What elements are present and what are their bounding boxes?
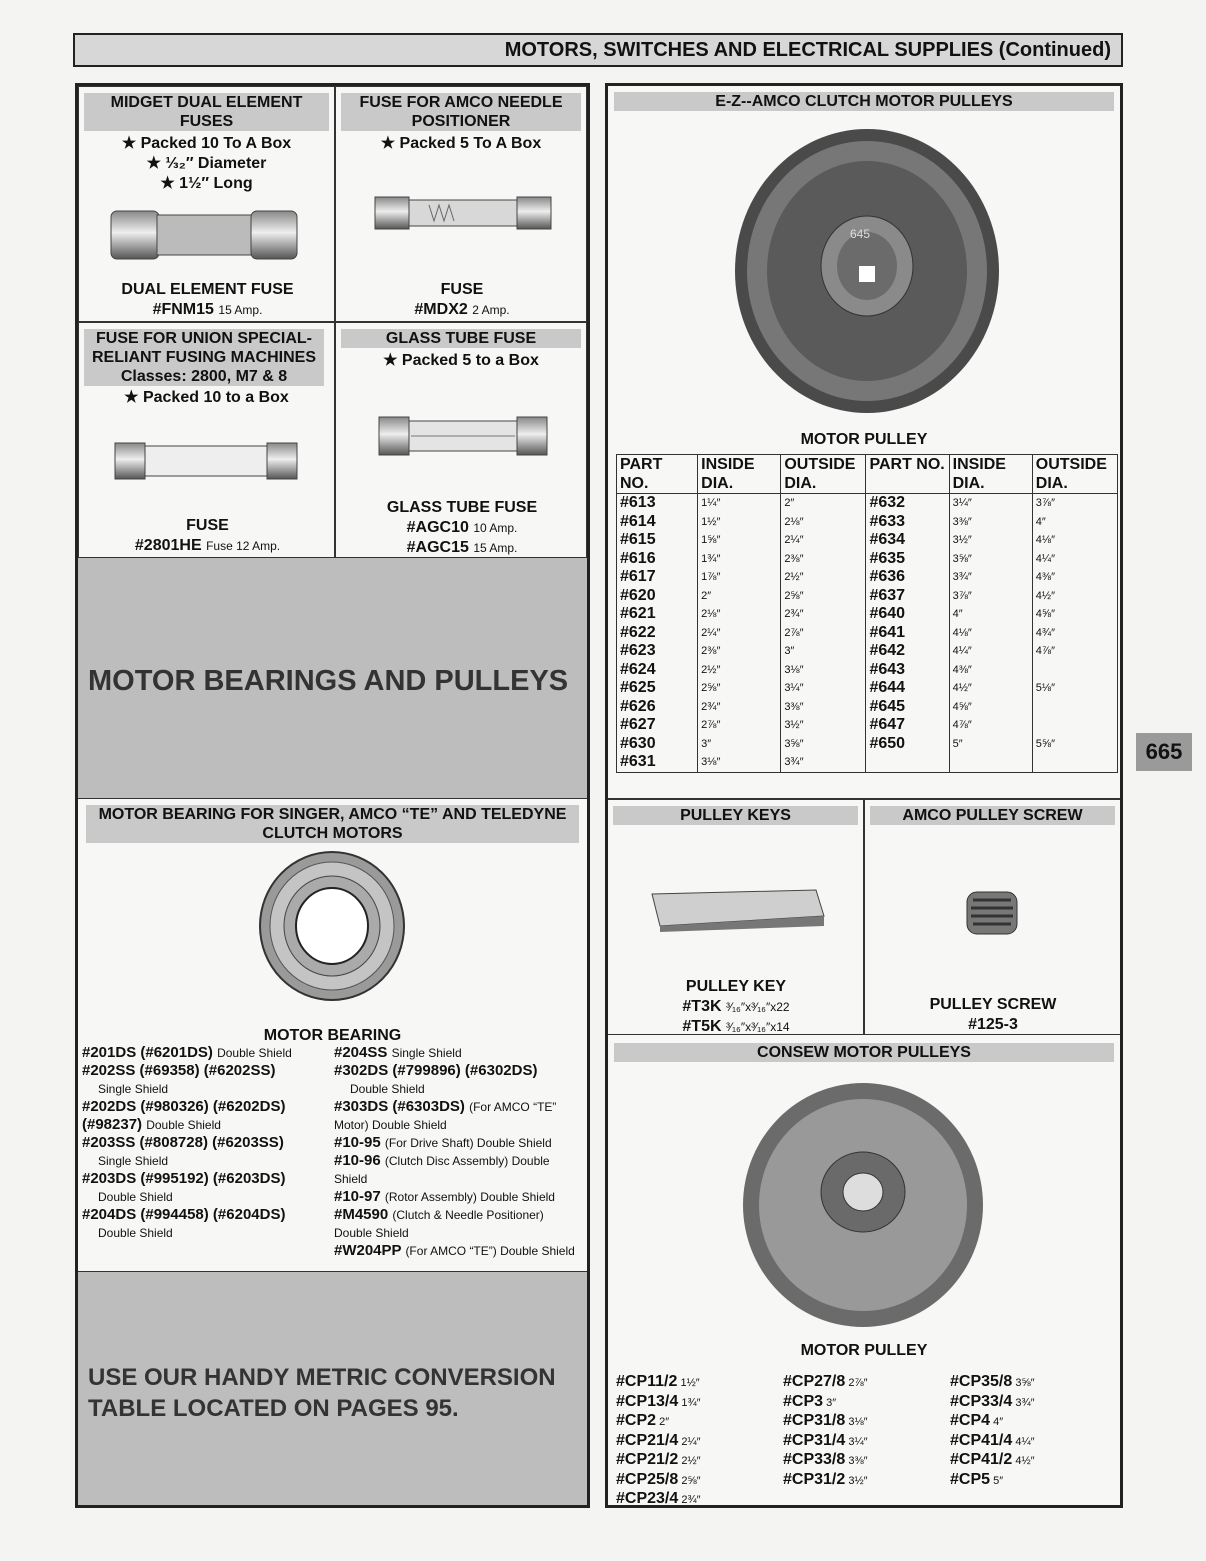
glass-tube-title: GLASS TUBE FUSE: [341, 329, 581, 348]
size: 2½″: [678, 1455, 701, 1467]
outside-dia: 4¼″: [1035, 552, 1055, 565]
title-line: Classes: 2800, M7 & 8: [120, 368, 288, 385]
pulley-screw-image: [961, 888, 1023, 938]
pulley-keys-cell: [608, 799, 864, 1035]
part-number: #302DS (#799896) (#6302DS): [334, 1062, 538, 1079]
list-item: [616, 1490, 701, 1510]
col-header: PART NO.: [866, 455, 949, 494]
caption: PULLEY SCREW: [929, 996, 1057, 1013]
outside-dia: 4⅛″: [1035, 534, 1055, 546]
midget-fuses-bullets: [79, 134, 334, 194]
pulley-keys-title: PULLEY KEYS: [613, 806, 858, 825]
note: Single Shield: [391, 1046, 462, 1060]
amco-screw-caption: [865, 995, 1121, 1035]
col-header: PART NO.: [617, 455, 698, 494]
size: 3⅝″: [1012, 1377, 1035, 1389]
bearing-item: [334, 1188, 584, 1206]
part-number: #645: [869, 697, 906, 715]
note: Double Shield: [98, 1190, 173, 1204]
note: Double Shield: [146, 1118, 221, 1132]
mdx2-fuse-image: [374, 195, 552, 231]
list-item: [950, 1412, 1035, 1432]
part-number: #10-95: [334, 1134, 381, 1151]
rating: 10 Amp.: [473, 521, 518, 535]
part-number: #625: [620, 679, 656, 696]
bearing-item: [82, 1062, 332, 1098]
inside-dia: 4⅝″: [952, 700, 972, 713]
part-number: #624: [620, 660, 656, 678]
part-number: #622: [620, 623, 656, 641]
inside-dia: 3⅞″: [952, 589, 972, 602]
part-number: #CP35/8: [950, 1373, 1013, 1390]
bullet: ★ Packed 5 to a Box: [383, 352, 539, 369]
size: 1¾″: [678, 1396, 701, 1409]
outside-dia: 4⅜″: [1035, 571, 1055, 583]
col-header: OUTSIDE DIA.: [781, 455, 866, 494]
list-item: [783, 1412, 868, 1432]
part-number: #CP5: [950, 1470, 991, 1488]
amco-screw-cell: [864, 799, 1120, 1035]
part-number: #CP21/2: [616, 1451, 679, 1468]
outside-dia: 3⅛″: [784, 663, 804, 676]
outside-dia: [1036, 716, 1114, 735]
inside-dia: 4″: [952, 608, 963, 620]
part-number: #615: [620, 531, 656, 548]
part-number: #T5K: [682, 1018, 722, 1035]
motor-bearing-cell: [78, 798, 587, 1272]
inside-dia: 1¼″: [701, 497, 721, 509]
union-special-bullets: [79, 388, 334, 408]
rating: 15 Amp.: [473, 541, 518, 555]
part-number: #202SS (#69358) (#6202SS): [82, 1062, 276, 1079]
note: (Clutch & Needle Positioner) Double Shield: [334, 1208, 544, 1240]
inside-dia: 2¾″: [701, 700, 721, 713]
note: (For AMCO “TE” Motor) Double Shield: [334, 1100, 557, 1132]
size: 4¼″: [1012, 1435, 1035, 1448]
amco-needle-fuse-cell: [335, 86, 587, 322]
part-number: #2801HE: [134, 537, 202, 554]
inside-dia: 3⅜″: [952, 515, 972, 528]
inside-dia: 3½″: [952, 534, 972, 546]
ez-amco-caption: MOTOR PULLEY: [800, 431, 928, 448]
pulley-keys-caption: [608, 977, 864, 1037]
ez-amco-cell: [608, 86, 1120, 799]
part-number: #631: [620, 753, 656, 770]
bearing-item: [334, 1062, 584, 1098]
consew-pulley-image: [741, 1080, 986, 1330]
outside-col-left: [781, 494, 866, 773]
part-number: #627: [620, 716, 656, 733]
size: 4″: [990, 1416, 1004, 1428]
glass-tube-caption: [336, 498, 588, 558]
part-number: #621: [620, 605, 656, 622]
outside-dia: 2¼″: [784, 534, 804, 546]
list-item: [616, 1451, 701, 1471]
outside-dia: 2″: [784, 497, 795, 509]
title-line: FUSE FOR UNION SPECIAL-: [95, 330, 312, 347]
inside-dia: 5″: [952, 737, 963, 750]
glass-tube-fuse-cell: [335, 322, 587, 558]
part-number: #M4590: [334, 1206, 389, 1223]
part-number: #CP31/8: [783, 1412, 846, 1429]
inside-dia: 2⅛″: [701, 608, 721, 620]
list-item: [950, 1432, 1035, 1452]
list-item: [950, 1373, 1035, 1393]
left-panel: [75, 83, 590, 1508]
rating: 2 Amp.: [472, 303, 510, 317]
outside-dia: [1036, 661, 1114, 680]
glass-tube-bullets: [336, 351, 586, 371]
note: (For Drive Shaft) Double Shield: [384, 1136, 552, 1150]
size: 2″: [656, 1416, 670, 1428]
size: 3″: [823, 1396, 837, 1409]
bearing-item: [334, 1152, 584, 1188]
part-number: #CP31/2: [783, 1470, 846, 1488]
part-number: #10-96: [334, 1152, 381, 1169]
part-number: #CP13/4: [616, 1392, 679, 1410]
part-number: #303DS (#6303DS): [334, 1098, 465, 1115]
table-header-row: [617, 455, 1118, 494]
inside-dia: 4⅛″: [952, 626, 972, 639]
outside-dia: 2⅛″: [784, 515, 804, 528]
size: 2¾″: [678, 1494, 701, 1506]
page-number-tab: 665: [1136, 733, 1192, 771]
midget-fuses-cell: [78, 86, 335, 322]
outside-col-right: [1032, 494, 1117, 773]
caption: GLASS TUBE FUSE: [386, 499, 538, 516]
col-header: INSIDE DIA.: [949, 455, 1032, 494]
outside-dia: [1036, 698, 1114, 717]
part-number: #CP4: [950, 1412, 991, 1429]
list-item: [950, 1393, 1035, 1413]
inside-dia: 2¼″: [701, 626, 721, 639]
outside-dia: 4¾″: [1035, 626, 1055, 639]
outside-dia: 4½″: [1035, 589, 1055, 602]
title-line: RELIANT FUSING MACHINES: [92, 349, 316, 366]
list-item: [783, 1451, 868, 1471]
inside-col-left: [698, 494, 781, 773]
union-special-title: [84, 329, 324, 386]
list-item: [616, 1393, 701, 1413]
inside-dia: 1¾″: [701, 552, 721, 565]
inside-dia: 2″: [701, 589, 712, 602]
list-item: [783, 1471, 868, 1491]
part-number: #CP25/8: [616, 1470, 679, 1488]
bearing-item: [82, 1206, 332, 1242]
part-number: #T3K: [682, 998, 722, 1015]
note: Double Shield: [350, 1082, 425, 1096]
list-item: [950, 1451, 1035, 1471]
inside-dia: 1⅞″: [701, 571, 721, 583]
union-special-caption: [79, 516, 336, 556]
inside-dia: 1⅝″: [701, 534, 721, 546]
part-number: #203DS (#995192) (#6203DS): [82, 1170, 286, 1187]
outside-dia: 2½″: [784, 571, 804, 583]
size: 3½″: [845, 1474, 868, 1487]
bearing-item: [82, 1098, 332, 1134]
caption: FUSE: [186, 517, 229, 534]
rating: 15 Amp.: [218, 303, 263, 317]
part-number: #CP33/8: [783, 1451, 846, 1468]
caption: DUAL ELEMENT FUSE: [121, 281, 294, 298]
part-number: #637: [869, 586, 906, 604]
note: Single Shield: [98, 1154, 169, 1168]
size: 5″: [990, 1474, 1004, 1487]
union-special-fuse-cell: [78, 322, 335, 558]
note: (Rotor Assembly) Double Shield: [384, 1190, 555, 1204]
consew-col-1: [616, 1373, 701, 1510]
ez-amco-table: [616, 454, 1118, 773]
section-heading: MOTOR BEARINGS AND PULLEYS: [88, 665, 569, 697]
bearing-item: [334, 1206, 584, 1242]
part-number: #633: [869, 512, 906, 530]
note: Double Shield: [98, 1226, 173, 1240]
amco-screw-title: AMCO PULLEY SCREW: [870, 806, 1115, 825]
bullet: ★ Packed 10 To A Box: [121, 135, 292, 152]
outside-dia: 3⅜″: [784, 700, 804, 713]
part-number: #CP27/8: [783, 1373, 846, 1390]
size: 2⅞″: [845, 1377, 868, 1389]
part-number: #647: [869, 716, 906, 733]
midget-fuses-caption: [79, 280, 336, 320]
part-number: #201DS (#6201DS): [82, 1044, 213, 1061]
part-number: #640: [869, 605, 906, 622]
part-number: #CP41/4: [950, 1431, 1013, 1449]
inside-dia: 4½″: [952, 682, 972, 694]
bullet: ★ Packed 10 to a Box: [124, 389, 289, 406]
consew-title: CONSEW MOTOR PULLEYS: [614, 1043, 1114, 1062]
size: 3⅜″: [845, 1455, 868, 1467]
part-number: #CP41/2: [950, 1451, 1013, 1468]
outside-dia: 3⅞″: [1035, 497, 1055, 509]
inside-dia: 2⅜″: [701, 645, 721, 657]
consew-cell: [608, 1035, 1120, 1505]
part-number: #617: [620, 568, 656, 585]
section-heading-block: [78, 558, 587, 798]
pulley-stamp: 645: [850, 227, 871, 241]
part-number: #MDX2: [414, 301, 468, 318]
size: ³⁄₁₆″x³⁄₁₆″x22: [725, 1000, 790, 1014]
outside-dia: 4⅞″: [1035, 645, 1055, 657]
outside-dia: 4⅝″: [1035, 608, 1055, 620]
size: ³⁄₁₆″x³⁄₁₆″x14: [725, 1020, 790, 1034]
list-item: [950, 1471, 1035, 1491]
inside-dia: 2½″: [701, 663, 721, 676]
part-col-right: [866, 494, 949, 773]
part-number: #W204PP: [334, 1242, 402, 1259]
part-number: #620: [620, 586, 656, 604]
part-number: #635: [869, 549, 906, 567]
part-number: #125-3: [968, 1016, 1018, 1033]
part-number: #634: [869, 531, 906, 548]
inside-dia: 4¼″: [952, 645, 972, 657]
amco-needle-fuse-caption: [336, 280, 588, 320]
part-number: #643: [869, 660, 906, 678]
bearing-list-left: [82, 1044, 332, 1242]
inside-dia: 3¾″: [952, 571, 972, 583]
part-number: #CP21/4: [616, 1431, 679, 1449]
part-number: #632: [869, 494, 906, 511]
bearing-list-right: [334, 1044, 584, 1260]
inside-dia: 3⅝″: [952, 552, 972, 565]
part-number: #CP23/4: [616, 1490, 679, 1507]
inside-dia: 4⅞″: [952, 719, 972, 731]
part-number: #630: [620, 734, 656, 752]
caption: PULLEY KEY: [685, 978, 787, 995]
part-number: #FNM15: [152, 301, 214, 318]
list-item: [783, 1393, 868, 1413]
part-number: #203SS (#808728) (#6203SS): [82, 1134, 284, 1151]
outside-dia: 5⅝″: [1035, 737, 1055, 750]
outside-dia: 3½″: [784, 719, 804, 731]
outside-dia: 2⅞″: [784, 626, 804, 639]
bearing-item: [334, 1098, 584, 1134]
part-number: #623: [620, 642, 656, 659]
consew-caption: MOTOR PULLEY: [800, 1342, 928, 1359]
caption: FUSE: [440, 281, 484, 298]
part-col-left: [617, 494, 698, 773]
amco-needle-fuse-bullets: [336, 134, 586, 154]
col-header: OUTSIDE DIA.: [1032, 455, 1117, 494]
part-number: #204DS (#994458) (#6204DS): [82, 1206, 286, 1223]
size: 2¼″: [678, 1435, 701, 1448]
outside-dia: 3⅝″: [784, 737, 804, 750]
pulley-key-image: [648, 886, 828, 934]
outside-dia: 5⅛″: [1035, 682, 1055, 694]
size: 3¾″: [1012, 1396, 1035, 1409]
motor-bearing-caption: MOTOR BEARING: [263, 1027, 402, 1044]
rating: Fuse 12 Amp.: [206, 539, 281, 553]
part-number: #CP2: [616, 1412, 657, 1429]
list-item: [616, 1412, 701, 1432]
2801he-fuse-image: [114, 441, 298, 481]
part-number: #10-97: [334, 1188, 381, 1205]
note: Single Shield: [98, 1082, 169, 1096]
midget-fuses-title: MIDGET DUAL ELEMENT FUSES: [84, 93, 329, 131]
list-item: [783, 1432, 868, 1452]
right-panel: [605, 83, 1123, 1508]
list-item: [616, 1471, 701, 1491]
size: 3⅛″: [845, 1416, 868, 1428]
part-number: #642: [869, 642, 906, 659]
list-item: [616, 1432, 701, 1452]
part-number: #202DS (#980326) (#6202DS) (#98237): [82, 1098, 286, 1133]
ez-amco-pulley-image: [732, 126, 1002, 416]
inside-dia: 1½″: [701, 515, 721, 528]
outside-dia: 2⅝″: [784, 589, 804, 602]
size: 4½″: [1012, 1455, 1035, 1467]
ez-amco-title: E-Z--AMCO CLUTCH MOTOR PULLEYS: [614, 92, 1114, 111]
part-number: #CP31/4: [783, 1431, 846, 1449]
part-number: #204SS: [334, 1044, 388, 1061]
part-number: #AGC15: [406, 539, 469, 556]
part-number: #CP3: [783, 1392, 824, 1410]
part-number: #616: [620, 549, 656, 567]
bullet: ★ Packed 5 To A Box: [380, 135, 542, 152]
bearing-item: [334, 1044, 584, 1062]
note: (Clutch Disc Assembly) Double Shield: [334, 1154, 550, 1186]
outside-dia: 2⅜″: [784, 552, 804, 565]
bearing-item: [82, 1134, 332, 1170]
motor-bearing-image: [256, 849, 406, 1001]
part-number: #644: [869, 679, 906, 696]
note: (For AMCO “TE”) Double Shield: [405, 1244, 575, 1258]
part-number: #650: [869, 734, 906, 752]
outside-dia: 3¾″: [784, 756, 804, 768]
size: 2⅝″: [678, 1474, 701, 1487]
amco-needle-fuse-title: FUSE FOR AMCO NEEDLE POSITIONER: [341, 93, 581, 131]
bearing-item: [82, 1170, 332, 1206]
part-number: #626: [620, 697, 656, 715]
bullet: ★ 1½″ Long: [160, 175, 253, 192]
list-item: [783, 1373, 868, 1393]
metric-note-block: [78, 1272, 587, 1505]
part-number: #636: [869, 568, 906, 585]
consew-col-3: [950, 1373, 1035, 1490]
part-number: #CP33/4: [950, 1392, 1013, 1410]
part-number: #CP11/2: [616, 1373, 678, 1390]
motor-bearing-title: MOTOR BEARING FOR SINGER, AMCO “TE” AND TELEDYNE CLUTCH MOTORS: [86, 805, 579, 843]
outside-dia: 3″: [784, 645, 795, 657]
part-number: #614: [620, 512, 656, 530]
consew-col-2: [783, 1373, 868, 1490]
inside-dia: 3⅛″: [701, 756, 721, 768]
part-number: #AGC10: [406, 519, 469, 536]
part-number: #641: [869, 623, 906, 641]
glass-tube-fuse-image: [378, 415, 548, 457]
bullet: ★ ⅓₂″ Diameter: [146, 155, 267, 172]
outside-dia: 2¾″: [784, 608, 804, 620]
dual-element-fuse-image: [109, 205, 299, 265]
col-header: INSIDE DIA.: [698, 455, 781, 494]
note: Double Shield: [217, 1046, 292, 1060]
bearing-item: [82, 1044, 332, 1062]
outside-dia: 4″: [1035, 515, 1046, 528]
list-item: [616, 1373, 701, 1393]
table-body-row: [617, 494, 1118, 773]
inside-dia: 2⅝″: [701, 682, 721, 694]
inside-dia: 3¼″: [952, 497, 972, 509]
section-banner: MOTORS, SWITCHES AND ELECTRICAL SUPPLIES (Continued): [73, 33, 1123, 67]
metric-note: USE OUR HANDY METRIC CONVERSION TABLE LOCATED ON PAGES 95.: [88, 1364, 556, 1422]
inside-dia: 3″: [701, 737, 712, 750]
inside-dia: 2⅞″: [701, 719, 721, 731]
bearing-item: [334, 1242, 584, 1260]
outside-dia: 3¼″: [784, 682, 804, 694]
size: 3¼″: [845, 1435, 868, 1448]
bearing-item: [334, 1134, 584, 1152]
part-number: #613: [620, 494, 656, 511]
inside-dia: 4⅜″: [952, 663, 972, 676]
inside-col-right: [949, 494, 1032, 773]
size: 1½″: [677, 1377, 700, 1389]
